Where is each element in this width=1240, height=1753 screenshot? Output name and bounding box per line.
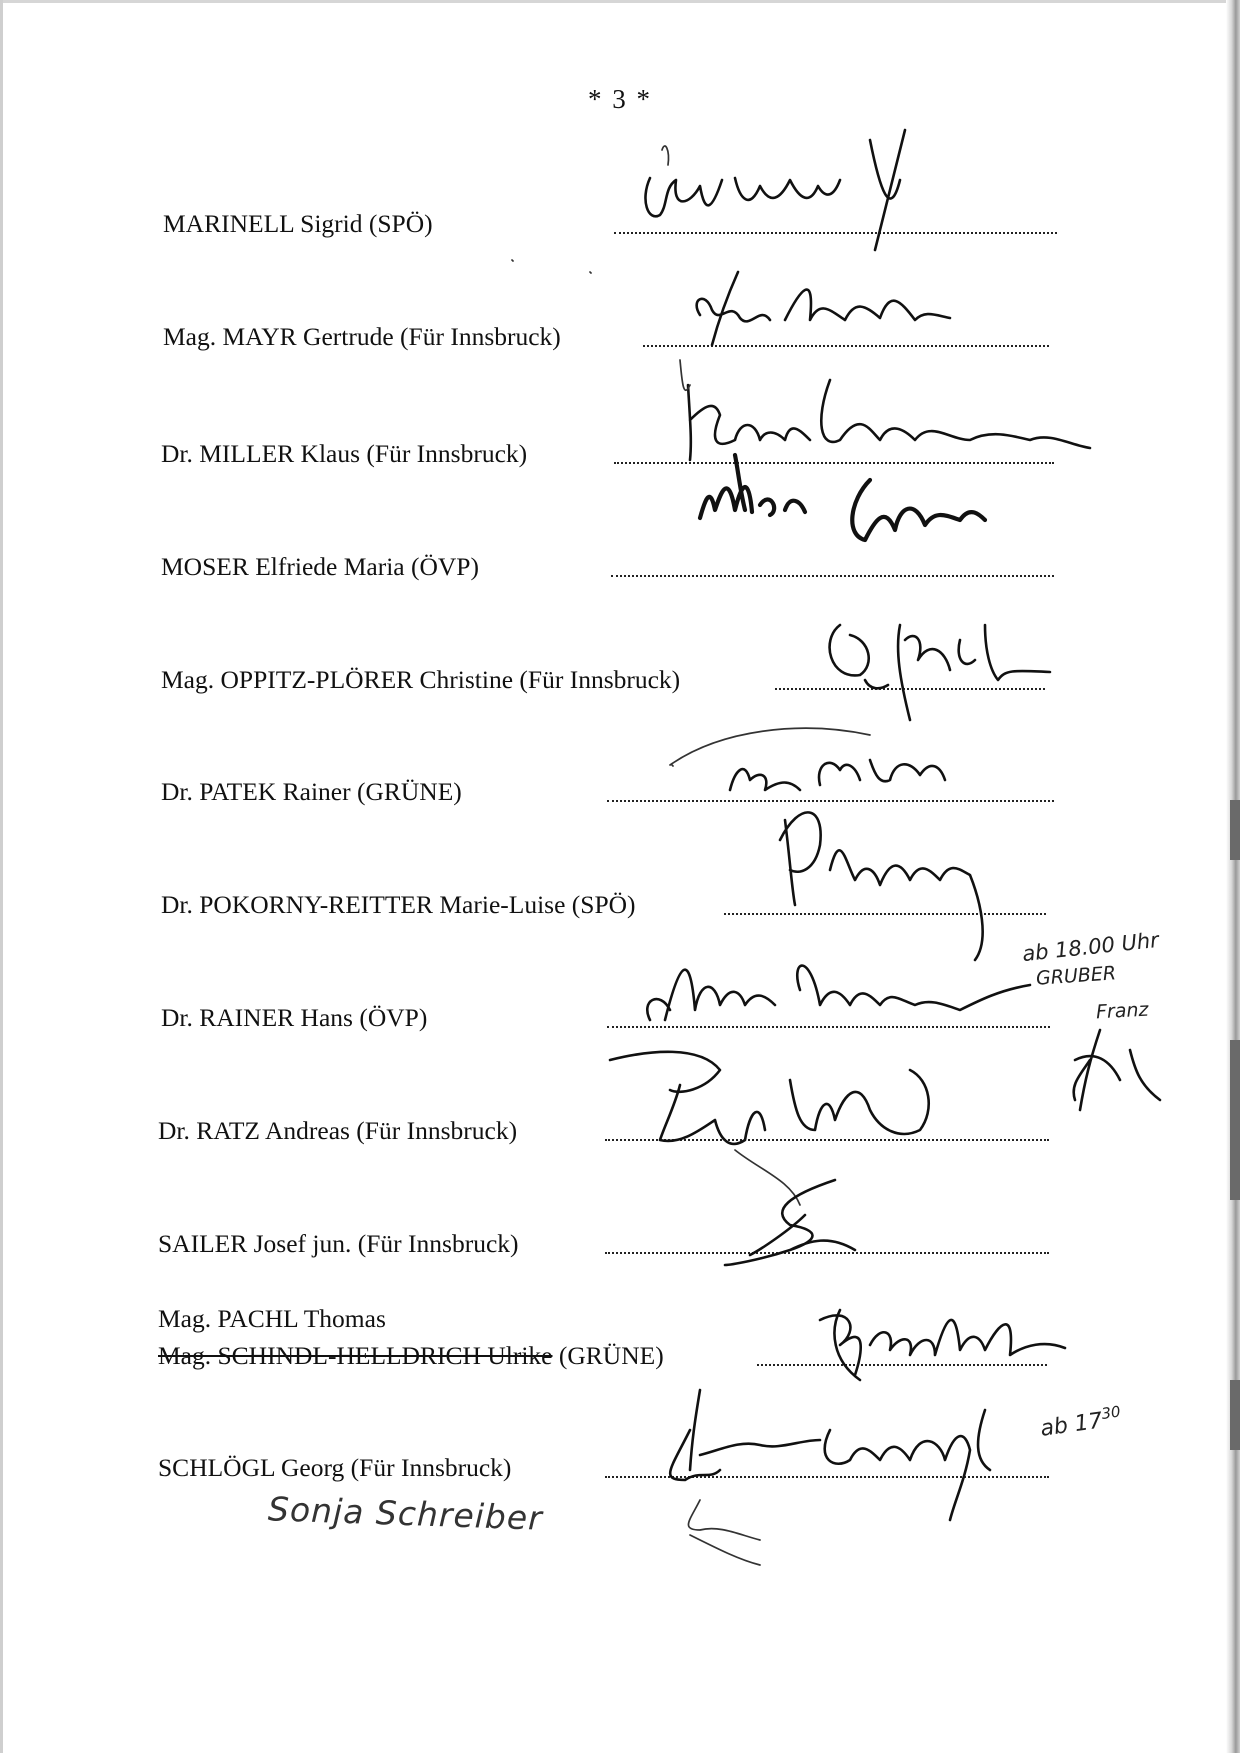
signature-schloegl: [670, 1390, 990, 1520]
signature-pokorny: [780, 812, 983, 960]
signature-line: [605, 1252, 1049, 1254]
handwritten-note: GRUBER: [1035, 962, 1117, 990]
signature-line: [614, 462, 1054, 464]
signature-rainer: [647, 966, 1030, 1020]
handwritten-note: ab 18.00 Uhr: [1021, 927, 1160, 967]
handwritten-time-note-text: ab 17: [1038, 1408, 1105, 1442]
scan-shadow: [1230, 1380, 1240, 1450]
signature-gruber-initial: [1074, 1030, 1160, 1110]
signature-miller: [688, 380, 1090, 460]
signatory-name: Dr. PATEK Rainer (GRÜNE): [161, 777, 462, 806]
signatory-name: Mag. MAYR Gertrude (Für Innsbruck): [163, 322, 561, 351]
signatory-name: Dr. RATZ Andreas (Für Innsbruck): [158, 1116, 518, 1145]
signature-line: [607, 1026, 1050, 1028]
scan-shadow: [1230, 1040, 1240, 1200]
signatory-name: Dr. RAINER Hans (ÖVP): [161, 1003, 428, 1032]
signature-line: [724, 913, 1046, 915]
signature-miller-flourish: [680, 360, 690, 390]
signature-line: [614, 232, 1057, 234]
signatory-name: Mag. OPPITZ-PLÖRER Christine (Für Innsbruck): [161, 665, 681, 694]
page-number: * 3 *: [588, 84, 652, 114]
signatory-name: Dr. POKORNY-REITTER Marie-Luise (SPÖ): [161, 890, 636, 919]
signature-mayr-stroke: [712, 272, 738, 345]
signature-patek-loop: [670, 728, 870, 765]
signature-line: [611, 575, 1054, 577]
handwritten-note: Franz: [1095, 998, 1149, 1024]
signature-line: [605, 1139, 1049, 1141]
signature-line: [757, 1364, 1047, 1366]
signatory-name: Dr. MILLER Klaus (Für Innsbruck): [161, 439, 528, 468]
struck-name: Mag. SCHINDL-HELLDRICH Ulrike: [158, 1341, 553, 1370]
scan-edge-top: [0, 0, 1240, 3]
scan-edge-left: [0, 0, 3, 1753]
handwritten-time-note: [1038, 1402, 1123, 1441]
signature-line: [607, 800, 1054, 802]
signature-patek: [730, 760, 945, 790]
signature-moser: [700, 455, 985, 540]
replacement-name: Mag. PACHL Thomas: [158, 1304, 386, 1333]
scan-edge-right: [1226, 0, 1240, 1753]
substituted-name-line: [158, 1341, 664, 1371]
handwritten-substitute-signature: Sonja Schreiber: [267, 1489, 544, 1538]
handwritten-time-superscript: 30: [1100, 1402, 1122, 1423]
signature-line: [775, 688, 1045, 690]
scan-shadow: [1230, 800, 1240, 860]
signature-line: [605, 1476, 1049, 1478]
signatory-name: MOSER Elfriede Maria (ÖVP): [161, 552, 479, 581]
signature-pachl: [820, 1310, 1065, 1380]
signature-mayr: [697, 290, 950, 322]
signature-marinell-flourish: [662, 146, 668, 165]
signatory-name: SAILER Josef jun. (Für Innsbruck): [158, 1229, 519, 1258]
signatory-name: SCHLÖGL Georg (Für Innsbruck): [158, 1453, 512, 1482]
signatory-name: MARINELL Sigrid (SPÖ): [163, 209, 433, 238]
party-label: (GRÜNE): [558, 1341, 664, 1370]
signature-oppitz: [830, 625, 1050, 720]
signature-schreiber-initial: [688, 1500, 760, 1565]
signature-ratz-tail: [735, 1150, 800, 1205]
signature-ratz: [610, 1052, 929, 1144]
signature-line: [643, 345, 1049, 347]
